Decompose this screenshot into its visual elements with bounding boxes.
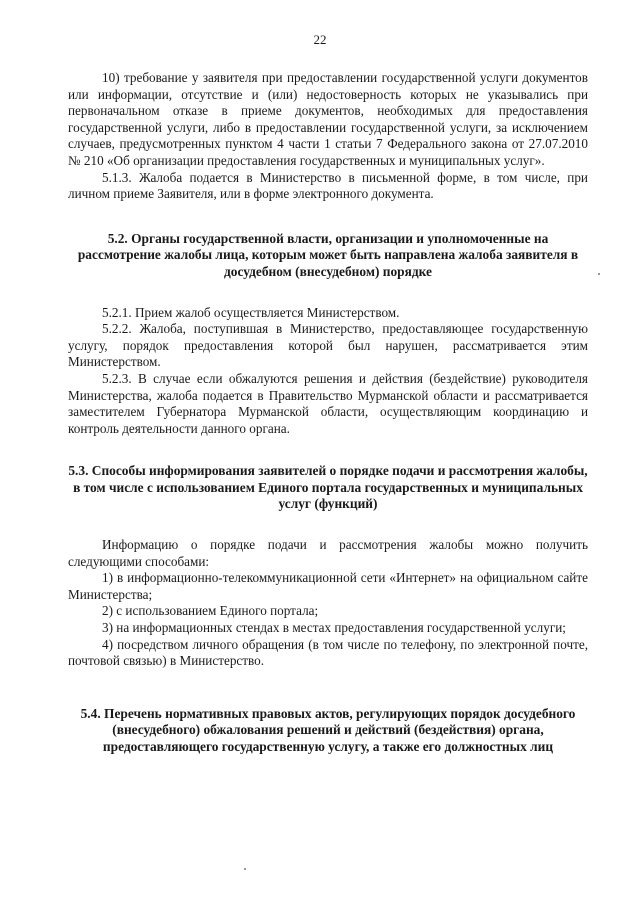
paragraph-5-2-1: 5.2.1. Прием жалоб осуществляется Министерством. <box>102 304 400 320</box>
section-5-4-heading: 5.4. Перечень нормативных правовых актов, регулирующих порядок досудебного (внесудебного) обжалования решений и действий (бездействия) органа, предоставляющего государственную услугу, а также его должностных лиц <box>80 705 576 754</box>
scan-speck <box>598 273 600 275</box>
paragraph-5-3-item-4: 4) посредством личного обращения (в том числе по телефону, по электронной почте, почтовой связью) в Министерство. <box>68 636 588 669</box>
section-5-3-heading: 5.3. Способы информирования заявителей о порядке подачи и рассмотрения жалобы, в том числе с использованием Единого портала государственных и муниципальных услуг (функций) <box>68 463 588 512</box>
paragraph-5-2-2: 5.2.2. Жалоба, поступившая в Министерство, предоставляющее государственную услугу, порядок предоставления которой был нарушен, рассматривается этим Министерством. <box>68 321 588 370</box>
paragraph-5-3-intro: Информацию о порядке подачи и рассмотрения жалобы можно получить следующими способами: <box>68 537 588 569</box>
paragraph-5-1-3: 5.1.3. Жалоба подается в Министерство в письменной форме, в том числе, при личном приеме Заявителя, или в форме электронного документа. <box>68 169 588 202</box>
paragraph-5-3-item-3: 3) на информационных стендах в местах предоставления государственной услуги; <box>102 620 566 636</box>
paragraph-5-2-3: 5.2.3. В случае если обжалуются решения и действия (бездействие) руководителя Министерства, жалоба подается в Правительство Мурманской области и рассматривается заместителем Губернатора Мурманской области, осуществляющим координацию и контроль деятельности данного органа. <box>68 370 588 436</box>
paragraph-item-10: 10) требование у заявителя при предоставлении государственной услуги документов или информации, отсутствие и (или) недостоверность которых не указывались при первоначальном отказе в приеме документов, необходимых для предоставления государственной услуги, либо в предоставлении государственной услуги, за исключением случаев, предусмотренных пунктом 4 части 1 статьи 7 Федерального закона от 27.07.2010 № 210 «Об организации предоставления государственных и муниципальных услуг». <box>68 70 588 168</box>
paragraph-5-3-item-1: 1) в информационно-телекоммуникационной сети «Интернет» на официальном сайте Министерства; <box>68 570 588 602</box>
scan-speck <box>244 868 246 870</box>
page-number: 22 <box>313 32 327 47</box>
paragraph-5-3-item-2: 2) с использованием Единого портала; <box>102 603 319 619</box>
page-content <box>68 70 588 756</box>
section-5-2-heading: 5.2. Органы государственной власти, организации и уполномоченные на рассмотрение жалобы лица, которым может быть направлена жалоба заявителя в досудебном (внесудебном) порядке <box>77 230 579 279</box>
